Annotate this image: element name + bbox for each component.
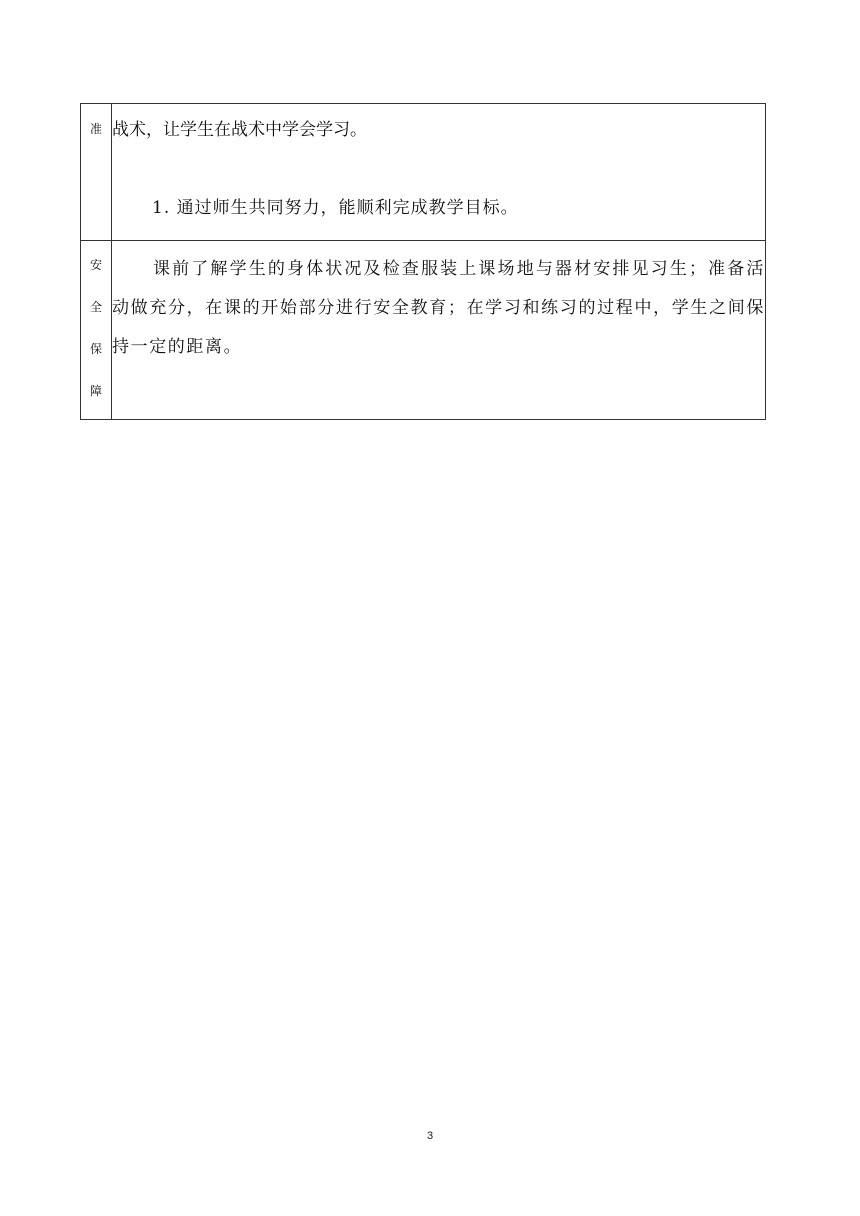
- row-content-cell: [112, 241, 766, 420]
- row-label-char: 保: [89, 342, 102, 356]
- row-label-cell: [81, 104, 112, 241]
- row-label-char: 安: [89, 258, 102, 272]
- row-label-char: 准: [89, 122, 102, 136]
- table-row: [81, 104, 766, 241]
- row-label-char: 障: [89, 384, 102, 398]
- page-number: 3: [426, 1130, 434, 1142]
- content-text-line: 战术，让学生在战术中学会学习。: [112, 120, 367, 140]
- lesson-plan-table: [80, 103, 766, 420]
- row-label-char: 全: [89, 300, 102, 314]
- row-content-cell: [112, 104, 766, 241]
- safety-paragraph: 课前了解学生的身体状况及检查服装上课场地与器材安排见习生；准备活动做充分，在课的开始部分进行安全教育；在学习和练习的过程中，学生之间保持一定的距离。: [112, 259, 765, 357]
- table-row: [81, 241, 766, 420]
- row-label-cell: [81, 241, 112, 420]
- content-text-line: 1. 通过师生共同努力，能顺利完成教学目标。: [152, 198, 519, 218]
